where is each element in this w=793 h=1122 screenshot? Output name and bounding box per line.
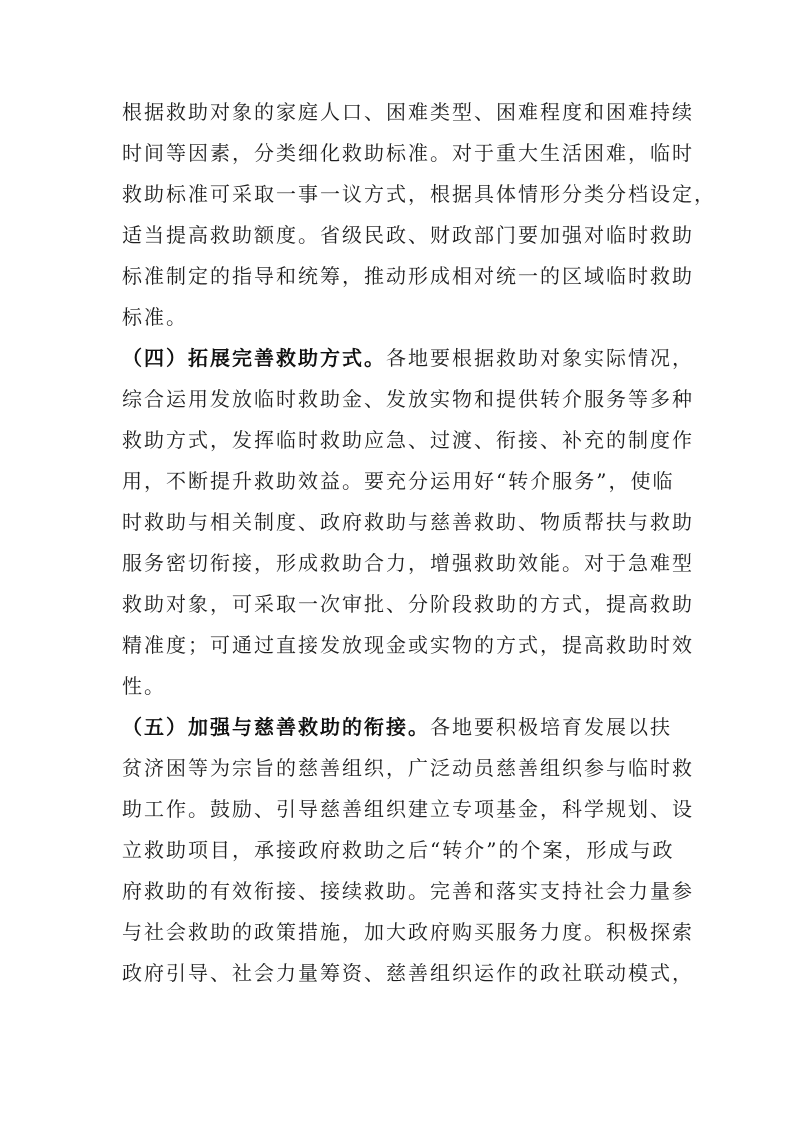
paragraph-3-lead-text: 各地要积极培育发展以扶	[430, 715, 672, 739]
paragraph-1-line-1: 根据救助对象的家庭人口、困难类型、困难程度和困难持续	[122, 100, 694, 124]
paragraph-3-line-1	[122, 707, 682, 748]
paragraph-3-line-3: 助工作。鼓励、引导慈善组织建立专项基金，科学规划、设	[122, 797, 694, 821]
paragraph-3-line-5: 府救助的有效衔接、接续救助。完善和落实支持社会力量参	[122, 879, 694, 903]
paragraph-2-line-4: 用，不断提升救助效益。要充分运用好“转介服务”，使临	[122, 469, 675, 493]
paragraph-1-line-5: 标准制定的指导和统筹，推动形成相对统一的区域临时救助	[122, 264, 694, 288]
document-body	[122, 92, 716, 994]
paragraph-3-line-6: 与社会救助的政策措施，加大政府购买服务力度。积极探索	[122, 920, 694, 944]
paragraph-1-line-4: 适当提高救助额度。省级民政、财政部门要加强对临时救助	[122, 223, 694, 247]
paragraph-2-line-1	[122, 338, 694, 379]
paragraph-3-line-2: 贫济困等为宗旨的慈善组织，广泛动员慈善组织参与临时救	[122, 756, 694, 780]
paragraph-2-line-9: 性。	[122, 674, 166, 698]
paragraph-1-line-3: 救助标准可采取一事一议方式，根据具体情形分类分档设定，	[122, 182, 716, 206]
paragraph-2-line-8: 精准度；可通过直接发放现金或实物的方式，提高救助时效	[122, 633, 694, 657]
section-heading-5: （五）加强与慈善救助的衔接。	[122, 715, 430, 739]
paragraph-3-line-4: 立救助项目，承接政府救助之后“转介”的个案，形成与政	[122, 838, 675, 862]
paragraph-2-line-3: 救助方式，发挥临时救助应急、过渡、衔接、补充的制度作	[122, 428, 694, 452]
paragraph-2-line-2: 综合运用发放临时救助金、发放实物和提供转介服务等多种	[122, 387, 694, 411]
paragraph-2-line-6: 服务密切衔接，形成救助合力，增强救助效能。对于急难型	[122, 551, 694, 575]
paragraph-1-line-6: 标准。	[122, 305, 188, 329]
section-heading-4: （四）拓展完善救助方式。	[122, 346, 386, 370]
paragraph-1-line-2: 时间等因素，分类细化救助标准。对于重大生活困难，临时	[122, 141, 694, 165]
paragraph-2-line-7: 救助对象，可采取一次审批、分阶段救助的方式，提高救助	[122, 592, 694, 616]
paragraph-2-line-5: 时救助与相关制度、政府救助与慈善救助、物质帮扶与救助	[122, 510, 694, 534]
paragraph-3-line-7: 政府引导、社会力量筹资、慈善组织运作的政社联动模式，	[122, 961, 694, 985]
paragraph-2-lead-text: 各地要根据救助对象实际情况，	[386, 346, 694, 370]
